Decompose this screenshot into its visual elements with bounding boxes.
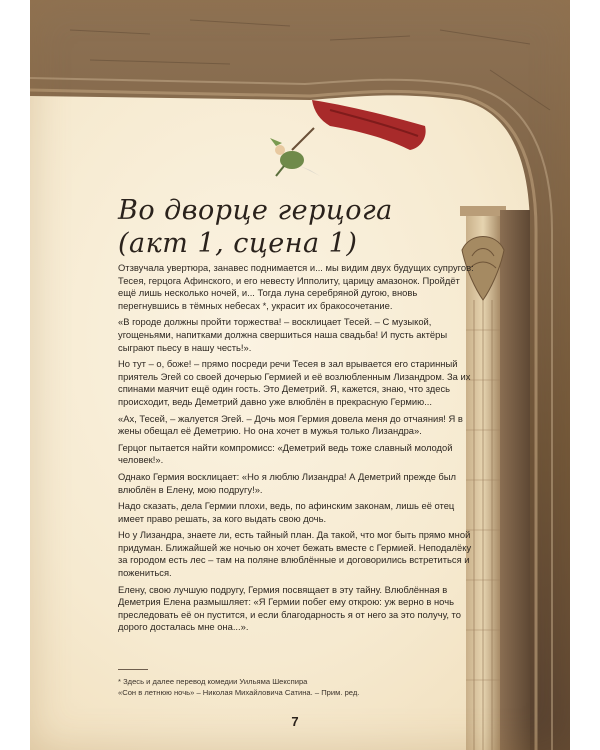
body-text (118, 262, 480, 638)
paragraph: Надо сказать, дела Гермии плохи, ведь, по афинским законам, лишь её отец имеет право решать, за кого выдать свою дочь. (118, 500, 455, 524)
paragraph: Однако Гермия восклицает: «Но я люблю Лизандра! А Деметрий прежде был влюблён в Елену, мою подругу!». (118, 470, 457, 495)
red-curtain (312, 100, 426, 150)
page-number: 7 (291, 714, 299, 729)
paragraph: «Ах, Тесей, – жалуется Эгей. – Дочь моя Гермия довела меня до отчаяния! Я в жены обещал её Деметрию. Но она хочет в мужья только Лизандра». (118, 412, 463, 437)
footnote-divider (118, 669, 148, 670)
paragraph: Герцог пытается найти компромисс: «Деметрий ведь тоже славный молодой человек!». (118, 441, 453, 466)
jester-figure (270, 128, 320, 176)
paragraph: Но у Лизандра, знаете ли, есть тайный план. Да такой, что мог быть прямо мной придуман. Ближайшей же ночью он хочет бежать вместе с Гермией. Неподалёку за городом есть лес – там на поляне влюблённые и договорились встретиться и пожениться. (118, 529, 472, 579)
heading-line-2: (акт 1, сцена 1) (118, 228, 358, 259)
book-page (30, 0, 570, 750)
footnote (118, 676, 480, 698)
footnote-line-1: * Здесь и далее перевод комедии Уильяма Шекспира (118, 677, 308, 686)
paragraph: «В городе должны пройти торжества! – восклицает Тесей. – С музыкой, угощеньями, напитками должна свершиться наша свадьба! И пусть актёры сыграют пьесу в нашу честь!». (118, 316, 448, 353)
paragraph: Елену, свою лучшую подругу, Гермия посвящает в эту тайну. Влюблённая в Деметрия Елена размышляет: «Я Гермии побег ему открою: уж верно в ночь преследовать её он пустится, и если благодарность я от него за это получу, то дорого досталась мне она...». (118, 583, 461, 633)
paragraph: Но тут – о, боже! – прямо посреди речи Тесея в зал врывается его старинный приятель Эгей со своей дочерью Гермией и её возлюбленным Лизандром. За их спинами маячит ещё один гость. Это Деметрий. Я, кажется, знаю, что здесь происходит, ведь Деметрий давно уже влюблён в прекрасную Гермию... (118, 358, 471, 407)
heading-line-1: Во дворце герцога (118, 195, 393, 226)
footnote-line-2: «Сон в летнюю ночь» – Николая Михайловича Сатина. – Прим. ред. (118, 688, 360, 698)
paragraph: Отзвучала увертюра, занавес поднимается и... мы видим двух будущих супругов: Тесея, герцога Афинского, и его невесту Ипполиту, царицу амазонок. Пройдёт ещё лишь несколько ночей, и... Тогда луна серебряной дугою, вновь перегнувшись в тёмных небесах *, украсит их бракосочетание. (118, 262, 474, 311)
chapter-heading (118, 194, 393, 260)
